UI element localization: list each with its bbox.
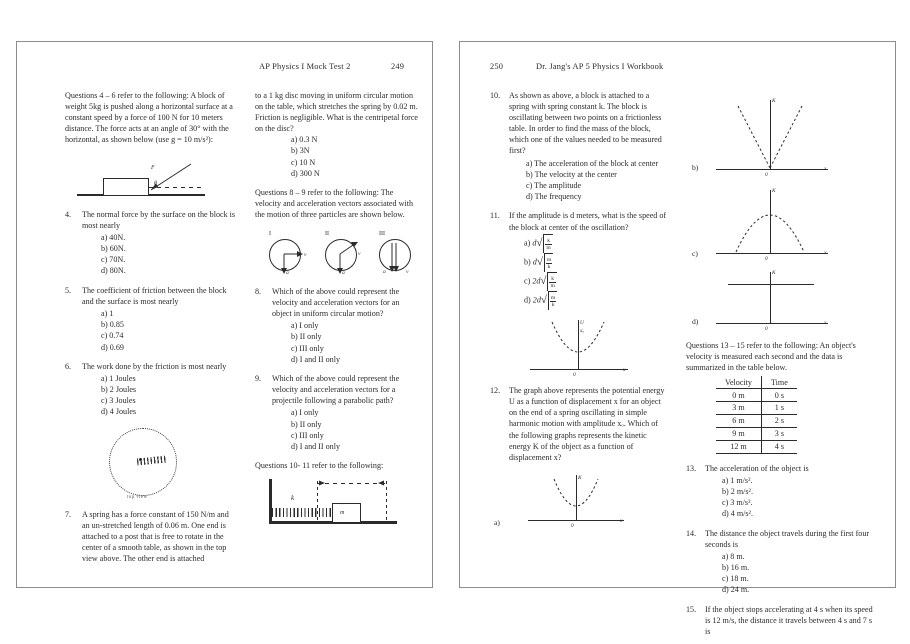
table-header-row — [716, 376, 797, 388]
intro-questions-10-11: Questions 10- 11 refer to the following: — [255, 461, 384, 471]
parabola-curve — [528, 473, 626, 525]
figure-spring-top-view — [65, 426, 236, 500]
graph-choice-d-letter: d) — [692, 317, 699, 326]
radical-icon: √ — [540, 293, 547, 306]
constant-line — [728, 284, 814, 285]
choice-b[interactable]: b) 60N. — [101, 244, 126, 254]
graph-choice-a-letter: a) — [494, 517, 500, 527]
question-4 — [65, 209, 236, 277]
choice-b[interactable]: b) 0.85 — [101, 320, 124, 330]
question-15 — [686, 604, 878, 637]
choice-a[interactable]: a) 8 m. — [722, 551, 745, 561]
choice-c[interactable]: c) III only — [291, 343, 324, 353]
choice-a-numerator: k — [547, 238, 550, 245]
choice-d-numerator: m — [550, 295, 556, 302]
choice-c-denominator: m — [550, 283, 555, 290]
particle-III — [375, 231, 421, 276]
figure-spring-block-table — [255, 477, 421, 533]
graph-choice-b[interactable] — [686, 90, 878, 182]
particle-label-II: II — [325, 231, 329, 238]
right-column-2 — [686, 90, 878, 638]
choice-d-label: d) — [524, 294, 531, 304]
velocity-label: v — [406, 269, 409, 276]
question-8-number: 8. — [255, 287, 262, 297]
particle-I — [265, 231, 311, 277]
graph-choice-a[interactable] — [490, 473, 668, 529]
right-page — [459, 41, 896, 636]
choice-a[interactable]: a) I only — [291, 321, 319, 331]
question-13 — [686, 463, 878, 519]
choice-c[interactable]: c) 18 m. — [722, 573, 749, 583]
choice-b-label: b) — [524, 256, 531, 266]
choice-a-denominator: m — [546, 245, 551, 252]
x-axis-label: x — [824, 320, 827, 326]
question-8-text: Which of the above could represent the velocity and acceleration vectors for an object in uniform circular motion? — [272, 287, 400, 319]
question-10-number: 10. — [490, 91, 501, 100]
right-page-columns — [460, 90, 895, 636]
question-11-number: 11. — [490, 211, 500, 221]
question-6 — [65, 361, 236, 417]
question-5 — [65, 285, 236, 353]
choice-a[interactable]: a) 1 m/s². — [722, 475, 753, 485]
question-7-number: 7. — [65, 510, 72, 520]
graph-choice-c[interactable] — [686, 186, 878, 266]
y-axis — [770, 272, 771, 324]
spring-constant-label: k — [291, 494, 295, 503]
question-6-text: The work done by the friction is most nearly — [82, 362, 227, 372]
choice-b[interactable]: b) 2 m/s². — [722, 486, 753, 496]
cell-time: 3 s — [761, 427, 796, 440]
question-13-text: The acceleration of the object is — [705, 463, 809, 473]
question-6-choices — [65, 373, 236, 417]
choice-c[interactable]: c) The amplitude — [526, 180, 582, 190]
origin-label: 0 — [571, 522, 574, 529]
cell-velocity: 12 m — [716, 440, 761, 453]
inverted-parabola-curve — [716, 188, 831, 256]
figure-three-particles — [255, 229, 421, 277]
y-axis-label: K — [772, 270, 776, 276]
choice-b[interactable]: b) 2 Joules — [101, 385, 137, 395]
question-10-choices — [490, 158, 668, 202]
question-15-text: If the object stops accelerating at 4 s when its speed is 12 m/s, the distance it travels between 4 s and 7 s is — [705, 604, 873, 636]
choice-c[interactable]: c) 70N. — [101, 255, 126, 265]
choice-a[interactable]: a) 0.3 N — [291, 135, 318, 145]
choice-c[interactable]: c) 10 N — [291, 157, 316, 167]
choice-d-denominator: k — [551, 302, 555, 309]
cell-time: 4 s — [761, 440, 796, 453]
v-shape-curve — [716, 98, 831, 174]
circle-path — [269, 239, 301, 271]
choice-b[interactable]: b) 3N — [291, 146, 310, 156]
choice-b[interactable] — [524, 253, 668, 272]
choice-d[interactable]: d) The frequency — [526, 191, 582, 201]
radical-icon: √ — [536, 255, 543, 268]
column-header-time: Time — [761, 376, 796, 388]
question-11 — [490, 210, 668, 309]
cell-velocity: 3 m — [716, 402, 761, 415]
graph-choice-d[interactable] — [686, 270, 878, 332]
question-5-text: The coefficient of friction between the block and the surface is most nearly — [82, 286, 227, 307]
left-column-1 — [65, 90, 236, 566]
acceleration-label: a — [342, 270, 345, 277]
table-row — [716, 389, 797, 402]
left-column-2 — [255, 90, 421, 542]
cell-velocity: 6 m — [716, 414, 761, 427]
choice-d[interactable]: d) 4 Joules — [101, 407, 137, 417]
choice-b[interactable]: b) The velocity at the center — [526, 169, 617, 179]
intro-questions-13-15: Questions 13 – 15 refer to the following: An object's velocity is measured each second and the data is summarized in the table below. — [686, 341, 856, 373]
choice-c-numerator: k — [551, 276, 555, 283]
x-axis-label: x — [623, 367, 626, 374]
choice-c[interactable]: c) III only — [291, 430, 324, 440]
choice-a-coefficient: d — [532, 237, 537, 247]
acceleration-label: a — [286, 270, 289, 277]
right-page-number: 250 — [490, 62, 504, 71]
velocity-time-table — [716, 376, 797, 453]
question-9-choices — [255, 407, 421, 451]
graph-choice-b-letter: b) — [692, 163, 699, 172]
question-14 — [686, 528, 878, 596]
choice-a[interactable]: a) 1 — [101, 309, 114, 319]
figure-block-on-surface — [65, 154, 236, 200]
cell-time: 0 s — [761, 389, 796, 402]
column-header-velocity: Velocity — [716, 376, 761, 388]
question-13-choices — [686, 475, 878, 519]
question-8-choices — [255, 320, 421, 364]
intro-questions-4-6: Questions 4 – 6 refer to the following: A block of weight 5kg is pushed along a horizontal surface at a constant speed by a force of 100 N for 10 meters distance. The force acts at an angle of 30° with the horizontal, as shown below (use g = 10 m/s²): — [65, 91, 233, 145]
question-7-continued: to a 1 kg disc moving in uniform circular motion on the table, which stretches the spring by 0.02 m. Friction is negligible. What is the centripetal force on the disc? — [255, 91, 419, 134]
question-8 — [255, 286, 421, 365]
velocity-label: v — [304, 252, 307, 259]
y-axis-label: K — [578, 474, 582, 481]
x-axis-label: x — [824, 166, 827, 172]
choice-d-coefficient: 2d — [532, 294, 541, 304]
force-label: F — [151, 164, 155, 171]
question-15-number: 15. — [686, 604, 697, 614]
origin-label: 0 — [765, 326, 768, 332]
particle-label-I: I — [269, 231, 271, 238]
x-axis-label: x — [620, 517, 623, 524]
question-14-choices — [686, 551, 878, 595]
question-12-text: The graph above represents the potential energy U as a function of displacement x for an object on the end of a spring oscillating in simple harmonic motion with amplitude xₒ. Which of the following graphs represents the kinetic energy K of the object as a function of displacement x? — [509, 386, 665, 462]
question-4-text: The normal force by the surface on the block is most nearly — [82, 209, 236, 231]
choice-a-label: a) — [524, 237, 531, 247]
block-rect — [332, 503, 361, 523]
table-row — [716, 414, 797, 427]
choice-d[interactable]: d) 80N. — [101, 266, 126, 276]
origin-label: 0 — [765, 172, 768, 178]
question-7 — [65, 509, 236, 564]
table-row — [716, 427, 797, 440]
x-axis — [716, 323, 828, 324]
choice-d[interactable]: d) I and II only — [291, 354, 340, 364]
circle-path — [325, 239, 357, 271]
choice-d[interactable] — [524, 291, 668, 310]
choice-a[interactable]: a) 1 Joules — [101, 374, 136, 384]
graph-choice-c-letter: c) — [692, 249, 698, 258]
choice-d[interactable]: d) 4 m/s². — [722, 508, 753, 518]
top-view-caption: top view — [127, 495, 148, 501]
left-page — [16, 41, 433, 588]
choice-a[interactable] — [524, 234, 668, 253]
choice-d[interactable]: d) 24 m. — [722, 584, 750, 594]
right-page-running-head: Dr. Jang's AP 5 Physics I Workbook — [536, 62, 664, 71]
left-page-columns — [17, 90, 432, 581]
radical-icon: √ — [536, 236, 543, 249]
choice-c-coefficient: 2d — [532, 275, 541, 285]
cell-time: 1 s — [761, 402, 796, 415]
choice-c-label: c) — [524, 275, 531, 285]
question-4-choices — [65, 232, 236, 276]
choice-d[interactable]: d) I and II only — [291, 441, 340, 451]
left-page-running-head: AP Physics I Mock Test 2 — [259, 62, 351, 71]
question-7-text: A spring has a force constant of 150 N/m and an un-stretched length of 0.06 m. One end is attached to a post that is free to rotate in the center of a smooth table, as shown in the top view above. The other end is attached — [82, 510, 229, 564]
choice-b[interactable]: b) II only — [291, 419, 322, 429]
question-12-number: 12. — [490, 386, 501, 396]
choice-b-coefficient: d — [532, 256, 537, 266]
horizontal-dashed-line — [149, 187, 205, 188]
question-7-choices — [255, 134, 421, 178]
x-axis-label: x — [824, 250, 827, 256]
choice-d[interactable]: d) 0.69 — [101, 342, 124, 352]
question-11-choices — [490, 234, 668, 310]
choice-b[interactable]: b) 16 m. — [722, 562, 750, 572]
table-row — [716, 402, 797, 415]
intro-questions-8-9: Questions 8 – 9 refer to the following: The velocity and acceleration vectors associated with the motion of three particles are shown below. — [255, 188, 413, 220]
choice-d[interactable]: d) 300 N — [291, 168, 320, 178]
velocity-label: v — [358, 251, 361, 258]
choice-c[interactable] — [524, 272, 668, 291]
question-9 — [255, 373, 421, 452]
graph-potential-energy — [490, 318, 668, 379]
choice-a[interactable]: a) I only — [291, 408, 319, 418]
question-10 — [490, 90, 668, 202]
question-5-choices — [65, 308, 236, 352]
choice-a[interactable]: a) The acceleration of the block at center — [526, 158, 659, 168]
question-14-text: The distance the object travels during the first four seconds is — [705, 528, 870, 549]
question-9-text: Which of the above could represent the velocity and acceleration vectors for a projectile following a parabolic path? — [272, 374, 400, 406]
choice-c[interactable]: c) 0.74 — [101, 331, 124, 341]
right-column-1 — [490, 90, 668, 538]
origin-label: 0 — [573, 372, 576, 379]
choice-b-numerator: m — [546, 257, 552, 264]
origin-label: 0 — [765, 256, 768, 262]
choice-b-denominator: k — [547, 264, 551, 271]
question-5-number: 5. — [65, 286, 72, 296]
block-rect — [103, 178, 149, 196]
question-4-number: 4. — [65, 209, 72, 219]
y-axis-label: K — [772, 98, 776, 104]
radical-icon: √ — [540, 274, 547, 287]
peak-label: xₒ — [580, 328, 584, 335]
question-14-number: 14. — [686, 528, 697, 538]
question-9-number: 9. — [255, 374, 262, 384]
choice-c[interactable]: c) 3 Joules — [101, 396, 136, 406]
cell-velocity: 0 m — [716, 389, 761, 402]
table-row — [716, 440, 797, 453]
cell-velocity: 9 m — [716, 427, 761, 440]
question-12 — [490, 385, 668, 463]
particle-II — [321, 231, 367, 277]
question-10-text: As shown as above, a block is attached to a spring with spring constant k. The block is oscillating between two points on a frictionless table. In order to find the mass of the block, which one of the values needed to be measured first? — [509, 91, 662, 156]
choice-b[interactable]: b) II only — [291, 332, 322, 342]
question-13-number: 13. — [686, 463, 697, 473]
acceleration-label: a — [383, 269, 386, 276]
choice-c[interactable]: c) 3 m/s². — [722, 497, 753, 507]
cell-time: 2 s — [761, 414, 796, 427]
left-page-number: 249 — [391, 62, 405, 71]
amplitude-arrows-icon — [315, 479, 390, 489]
question-6-number: 6. — [65, 362, 72, 372]
y-axis-label: U — [580, 320, 584, 327]
angle-label: θ — [154, 180, 157, 187]
mass-label: m — [340, 510, 345, 517]
choice-a[interactable]: a) 40N. — [101, 233, 126, 243]
spring-coil — [272, 508, 332, 517]
particle-label-III: III — [379, 231, 385, 238]
y-axis-label: K — [772, 188, 776, 194]
question-11-text: If the amplitude is d meters, what is the speed of the block at center of the oscillation? — [509, 211, 667, 232]
